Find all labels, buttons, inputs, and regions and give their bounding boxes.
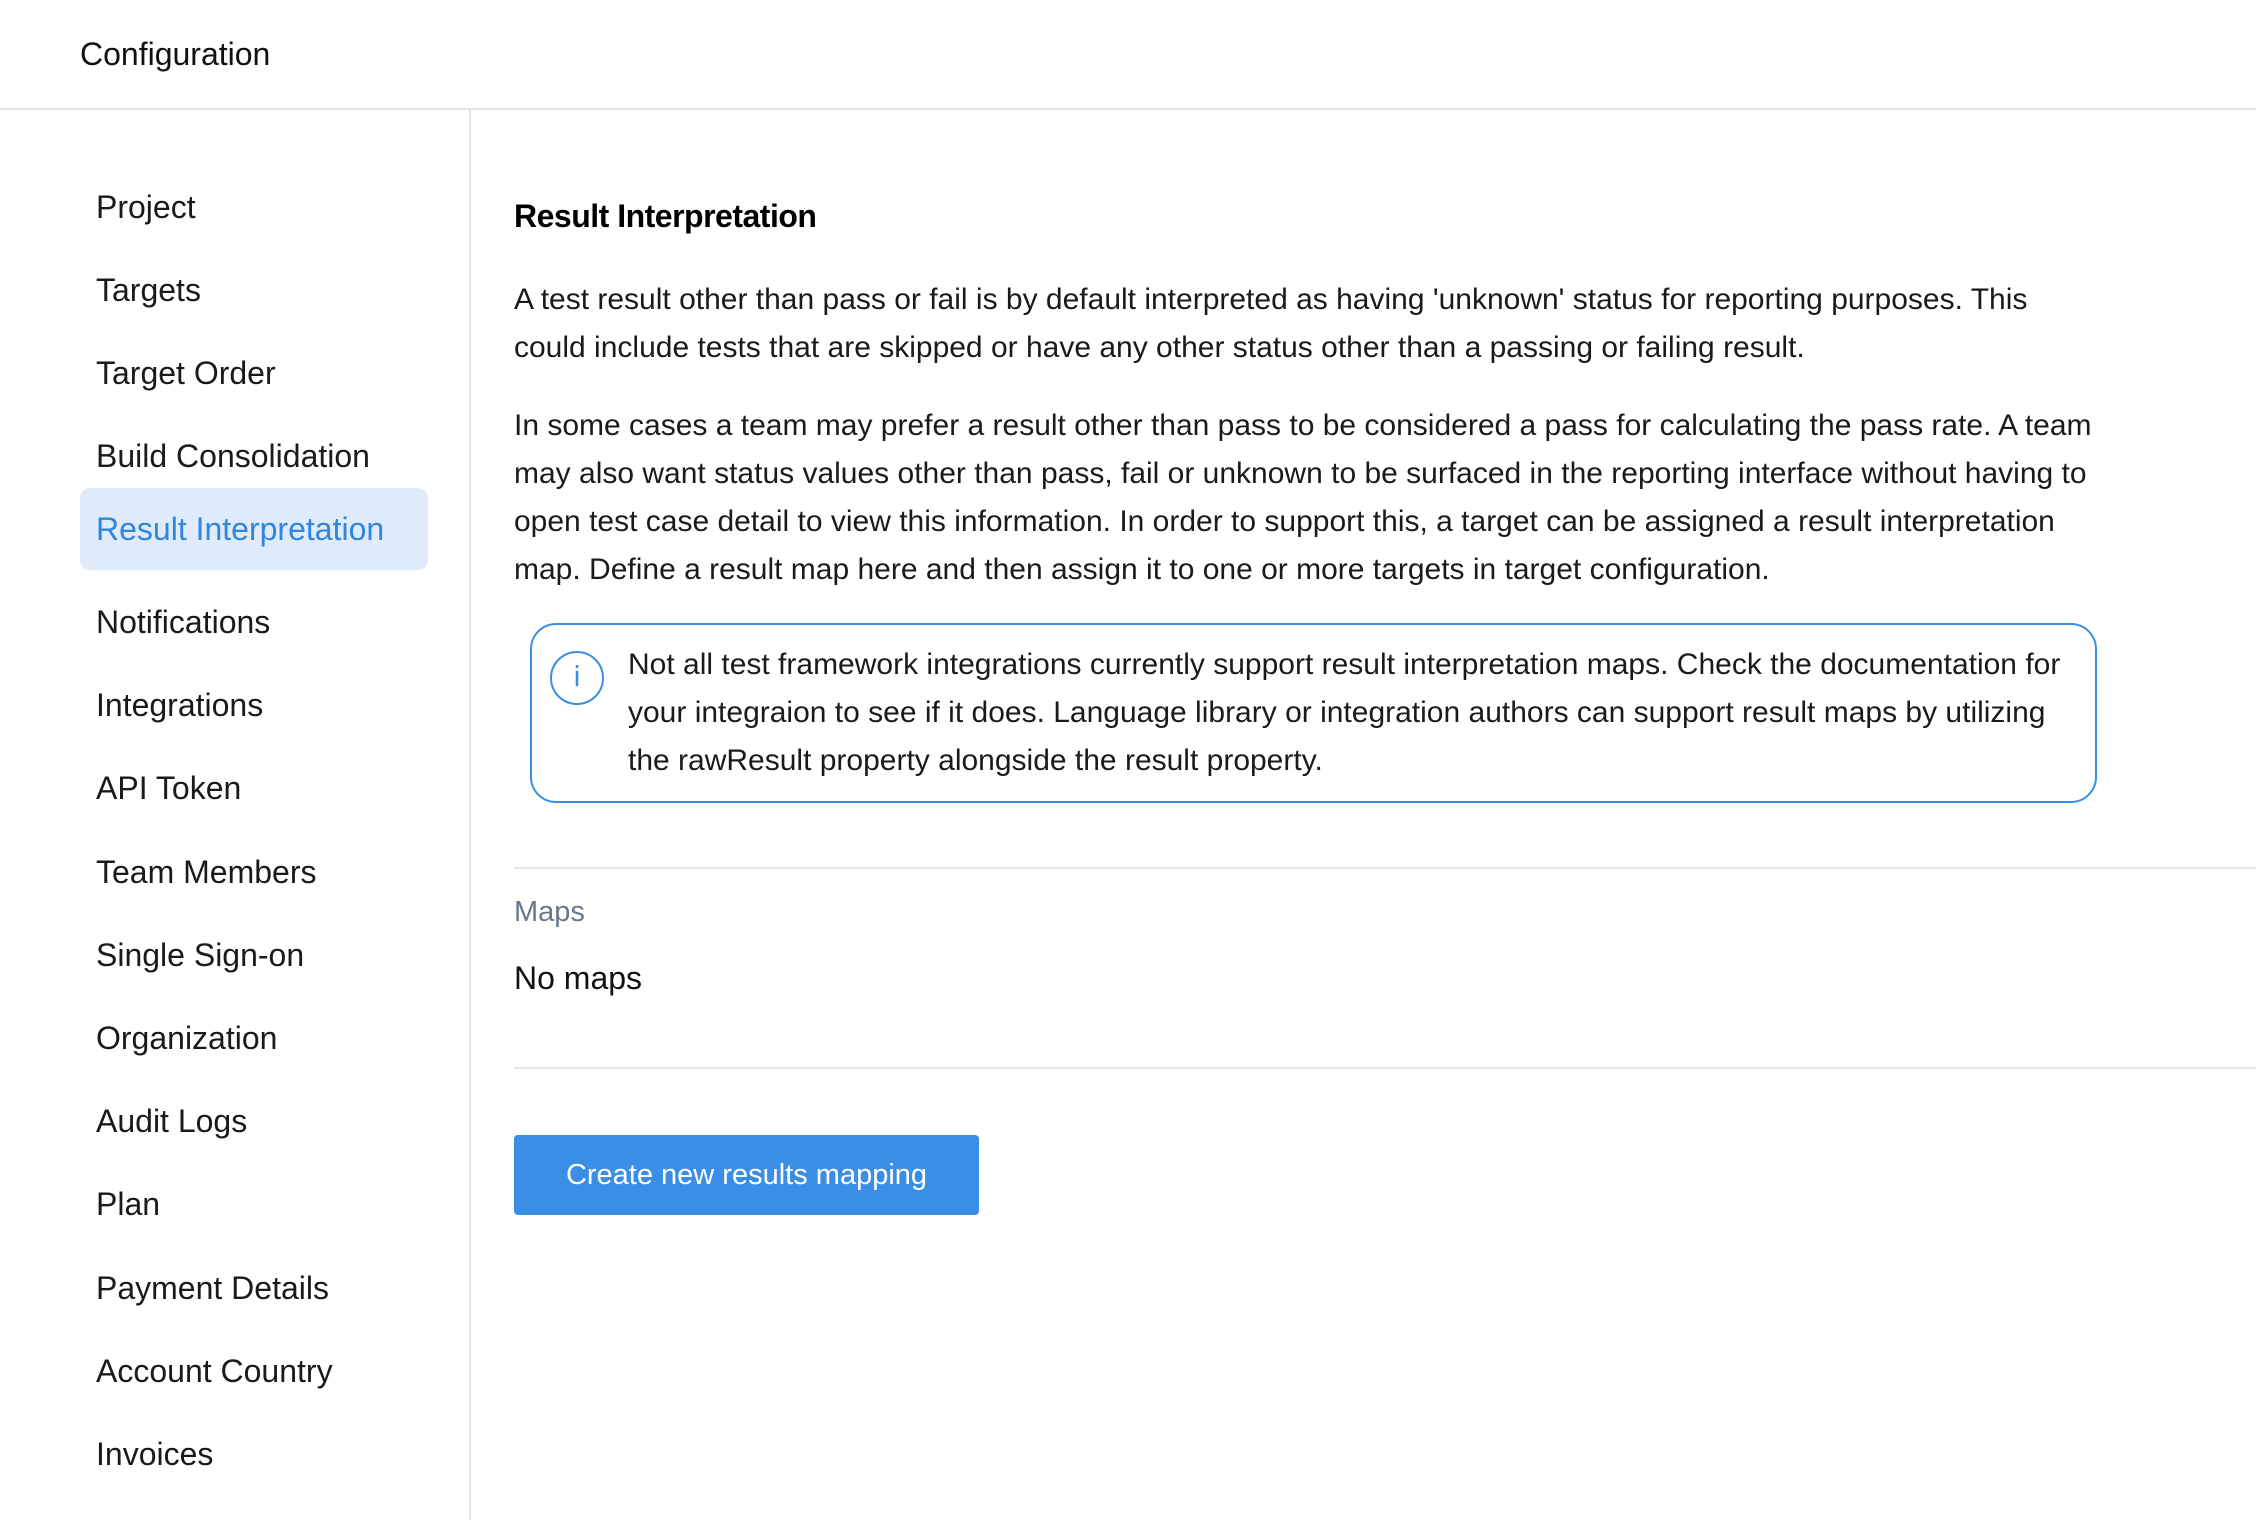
description-paragraph-1: A test result other than pass or fail is by default interpreted as having 'unknown' status for reporting purposes. This could include tests that are skipped or have any other status other than a passing or failing result. bbox=[514, 283, 2028, 364]
sidebar-item-payment-details[interactable]: Payment Details bbox=[96, 1270, 329, 1306]
sidebar-item-single-sign-on[interactable]: Single Sign-on bbox=[96, 937, 305, 973]
divider bbox=[514, 867, 2256, 869]
sidebar-item-api-token[interactable]: API Token bbox=[96, 770, 242, 806]
sidebar bbox=[0, 110, 471, 1520]
sidebar-item-project[interactable]: Project bbox=[96, 189, 196, 225]
page-title: Configuration bbox=[80, 36, 271, 72]
top-bar bbox=[0, 0, 2256, 110]
sidebar-item-integrations[interactable]: Integrations bbox=[96, 687, 264, 723]
sidebar-item-team-members[interactable]: Team Members bbox=[96, 854, 317, 890]
sidebar-item-result-interpretation[interactable]: Result Interpretation bbox=[80, 488, 428, 570]
sidebar-item-organization[interactable]: Organization bbox=[96, 1020, 278, 1056]
main-content bbox=[514, 110, 2256, 1520]
description-paragraph-2: In some cases a team may prefer a result other than pass to be considered a pass for calculating the pass rate. A team may also want status values other than pass, fail or unknown to be surfaced in the reporting interface without having to open test case detail to view this information. In order to support this, a target can be assigned a result interpretation map. Define a result map here and then assign it to one or more targets in target configuration. bbox=[514, 409, 2092, 586]
maps-section-label: Maps bbox=[514, 896, 585, 928]
sidebar-item-notifications[interactable]: Notifications bbox=[96, 604, 271, 640]
sidebar-item-plan[interactable]: Plan bbox=[96, 1186, 161, 1222]
sidebar-item-audit-logs[interactable]: Audit Logs bbox=[96, 1103, 248, 1139]
divider bbox=[514, 1067, 2256, 1069]
sidebar-item-target-order[interactable]: Target Order bbox=[96, 355, 276, 391]
info-icon: i bbox=[550, 651, 604, 705]
sidebar-item-account-country[interactable]: Account Country bbox=[96, 1353, 333, 1389]
sidebar-item-targets[interactable]: Targets bbox=[96, 272, 201, 308]
maps-empty-state: No maps bbox=[514, 960, 643, 996]
sidebar-item-invoices[interactable]: Invoices bbox=[96, 1436, 214, 1472]
sidebar-item-build-consolidation[interactable]: Build Consolidation bbox=[96, 438, 370, 474]
info-callout-text: Not all test framework integrations currently support result interpretation maps. Check the documentation for your integraion to see if it does. Language library or integration authors can support result maps by utilizing the rawResult property alongside the result property. bbox=[628, 648, 2061, 777]
section-title: Result Interpretation bbox=[514, 198, 817, 234]
create-results-mapping-button[interactable]: Create new results mapping bbox=[514, 1135, 979, 1215]
info-callout bbox=[530, 623, 2097, 803]
